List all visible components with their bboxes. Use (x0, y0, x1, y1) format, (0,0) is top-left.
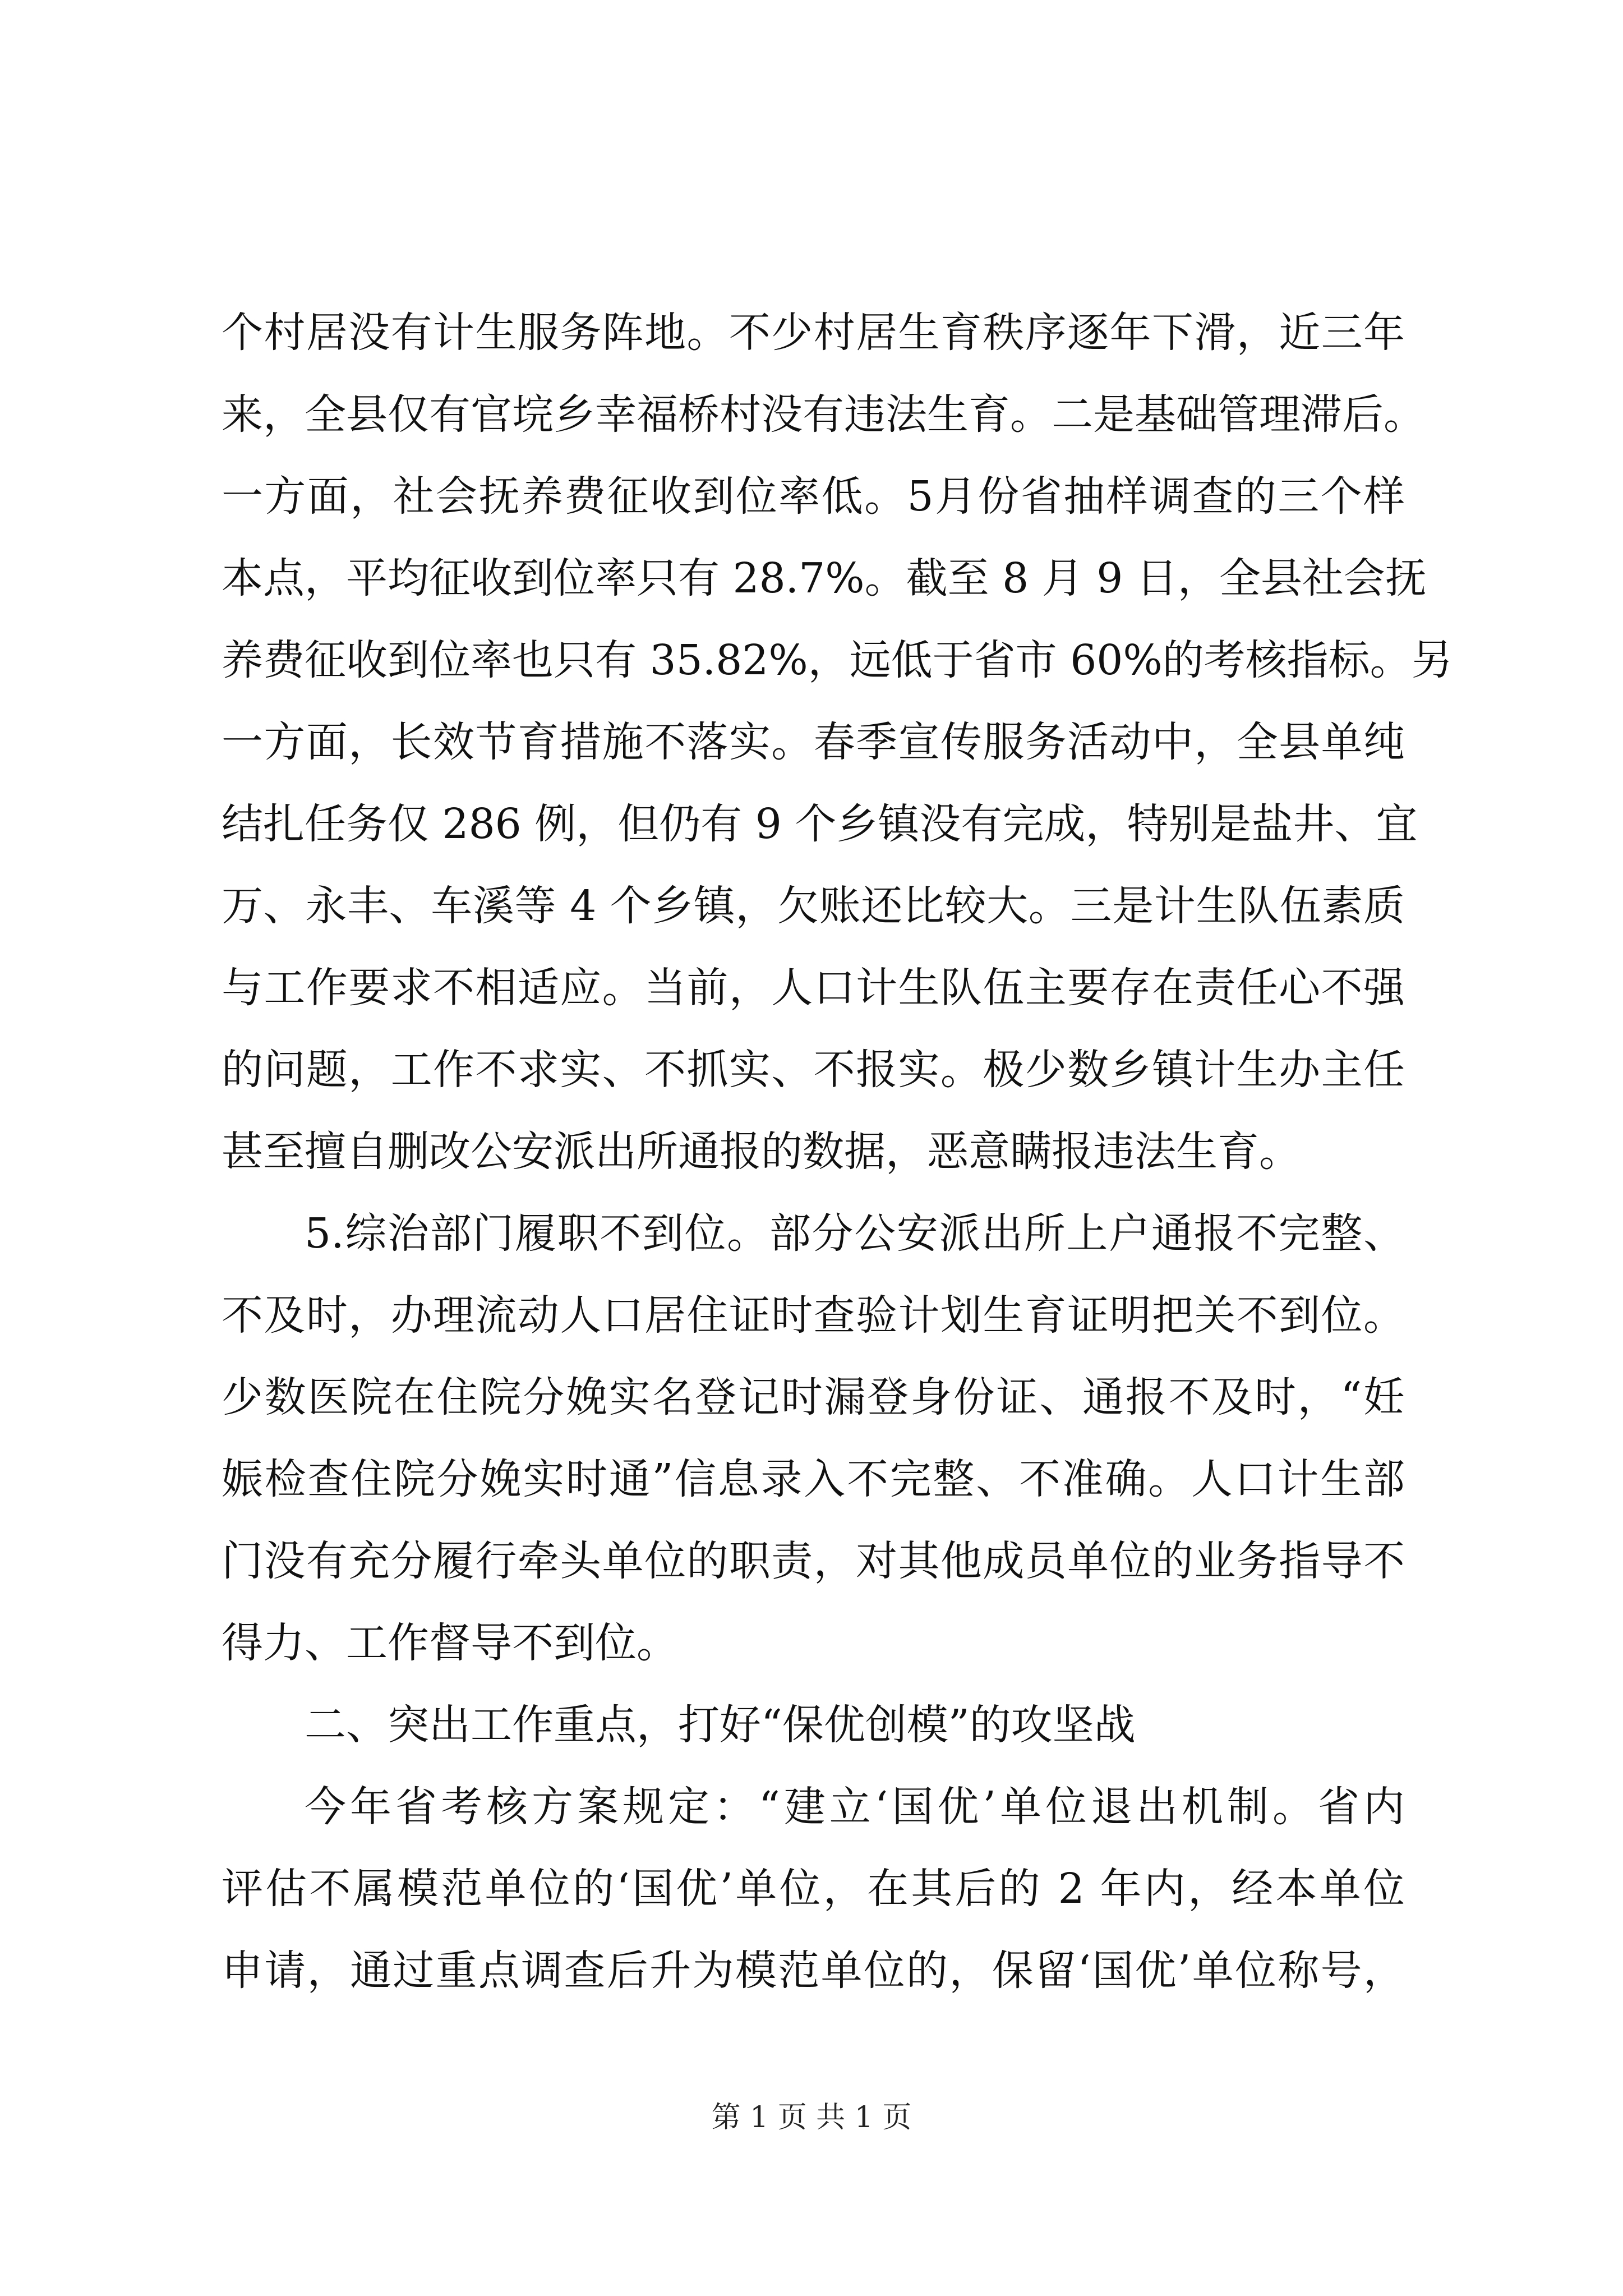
text-line: 申请，通过重点调查后升为模范单位的，保留‘国优’单位称号， (222, 1947, 1405, 1995)
text-line: 门没有充分履行牵头单位的职责，对其他成员单位的业务指导不 (222, 1537, 1405, 1585)
text-line: 的问题，工作不求实、不抓实、不报实。极少数乡镇计生办主任 (222, 1046, 1405, 1094)
text-line: 与工作要求不相适应。当前，人口计生队伍主要存在责任心不强 (222, 964, 1405, 1012)
text-line: 来，全县仅有官垸乡幸福桥村没有违法生育。二是基础管理滞后。 (222, 390, 1425, 439)
text-line: 一方面，社会抚养费征收到位率低。5月份省抽样调查的三个样 (222, 472, 1405, 521)
text-line: 二、突出工作重点，打好“保优创模”的攻坚战 (305, 1701, 1136, 1749)
text-line: 甚至擅自删改公安派出所通报的数据，恶意瞒报违法生育。 (222, 1128, 1301, 1176)
text-line: 少数医院在住院分娩实名登记时漏登身份证、通报不及时，“妊 (222, 1373, 1405, 1421)
document-body (222, 292, 1453, 2012)
text-line: 一方面，长效节育措施不落实。春季宣传服务活动中，全县单纯 (222, 718, 1405, 766)
text-line: 5.综治部门履职不到位。部分公安派出所上户通报不完整、 (305, 1209, 1405, 1258)
text-line: 养费征收到位率也只有 35.82%，远低于省市 60%的考核指标。另 (222, 636, 1453, 684)
text-line: 个村居没有计生服务阵地。不少村居生育秩序逐年下滑，近三年 (222, 309, 1405, 357)
text-line: 万、永丰、车溪等 4 个乡镇，欠账还比较大。三是计生队伍素质 (222, 882, 1405, 930)
text-line: 不及时，办理流动人口居住证时查验计划生育证明把关不到位。 (222, 1291, 1405, 1340)
text-line: 今年省考核方案规定：“建立‘国优’单位退出机制。省内 (305, 1783, 1405, 1831)
text-line: 评估不属模范单位的‘国优’单位，在其后的 2 年内，经本单位 (222, 1865, 1405, 1913)
text-line: 得力、工作督导不到位。 (222, 1619, 678, 1667)
text-line: 娠检查住院分娩实时通”信息录入不完整、不准确。人口计生部 (222, 1455, 1405, 1503)
text-line: 本点，平均征收到位率只有 28.7%。截至 8 月 9 日，全县社会抚 (222, 554, 1427, 602)
text-line: 结扎任务仅 286 例，但仍有 9 个乡镇没有完成，特别是盐井、宜 (222, 800, 1418, 848)
page-number-footer: 第 1 页 共 1 页 (711, 2101, 912, 2134)
